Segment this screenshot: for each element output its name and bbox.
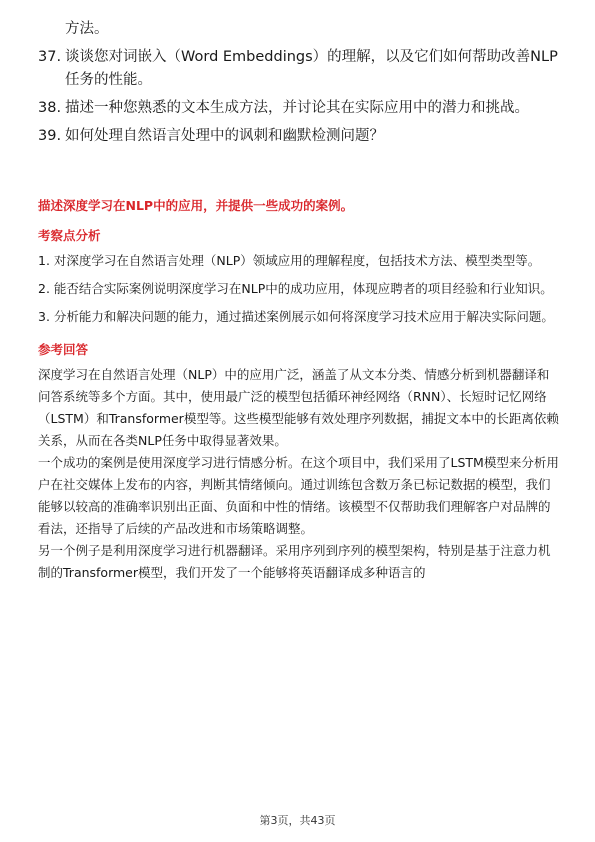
analysis-point: 2. 能否结合实际案例说明深度学习在NLP中的成功应用，体现应聘者的项目经验和行业知识。 xyxy=(38,281,553,296)
question-continuation xyxy=(38,18,558,41)
analysis-heading: 考察点分析 xyxy=(38,228,101,243)
answer-section xyxy=(38,196,560,584)
question-text: 描述一种您熟悉的文本生成方法，并讨论其在实际应用中的潜力和挑战。 xyxy=(65,100,529,116)
question-text: 谈谈您对词嵌入（Word Embeddings）的理解，以及它们如何帮助改善NLP任务的性能。 xyxy=(65,49,558,88)
answer-heading: 参考回答 xyxy=(38,342,89,357)
question-number: 38. xyxy=(38,100,62,116)
analysis-point: 3. 分析能力和解决问题的能力，通过描述案例展示如何将深度学习技术应用于解决实际问题。 xyxy=(38,309,554,324)
question-number: 39. xyxy=(38,128,62,144)
analysis-point: 1. 对深度学习在自然语言处理（NLP）领域应用的理解程度，包括技术方法、模型类型等。 xyxy=(38,253,541,268)
question-list xyxy=(38,18,558,153)
continuation-text: 方法。 xyxy=(65,21,109,37)
question-item xyxy=(38,46,558,92)
answer-paragraph: 一个成功的案例是使用深度学习进行情感分析。在这个项目中，我们采用了LSTM模型来分析用户在社交媒体上发布的内容，判断其情绪倾向。通过训练包含数万条已标记数据的模型，我们能够以较高的准确率识别出正面、负面和中性的情绪。该模型不仅帮助我们理解客户对品牌的看法，还指导了后续的产品改进和市场策略调整。 xyxy=(38,455,559,536)
page-number: 第3页，共43页 xyxy=(259,814,336,827)
page-footer xyxy=(0,812,595,828)
question-item xyxy=(38,125,558,148)
question-item xyxy=(38,97,558,120)
question-number: 37. xyxy=(38,49,62,65)
question-title: 描述深度学习在NLP中的应用，并提供一些成功的案例。 xyxy=(38,198,354,213)
answer-paragraph: 深度学习在自然语言处理（NLP）中的应用广泛，涵盖了从文本分类、情感分析到机器翻译和问答系统等多个方面。其中，使用最广泛的模型包括循环神经网络（RNN）、长短时记忆网络（LSTM）和Transformer模型等。这些模型能够有效处理序列数据，捕捉文本中的长距离依赖关系，从而在各类NLP任务中取得显著效果。 xyxy=(38,367,559,448)
answer-paragraph: 另一个例子是利用深度学习进行机器翻译。采用序列到序列的模型架构，特别是基于注意力机制的Transformer模型，我们开发了一个能够将英语翻译成多种语言的 xyxy=(38,543,551,580)
question-text: 如何处理自然语言处理中的讽刺和幽默检测问题？ xyxy=(65,128,384,144)
